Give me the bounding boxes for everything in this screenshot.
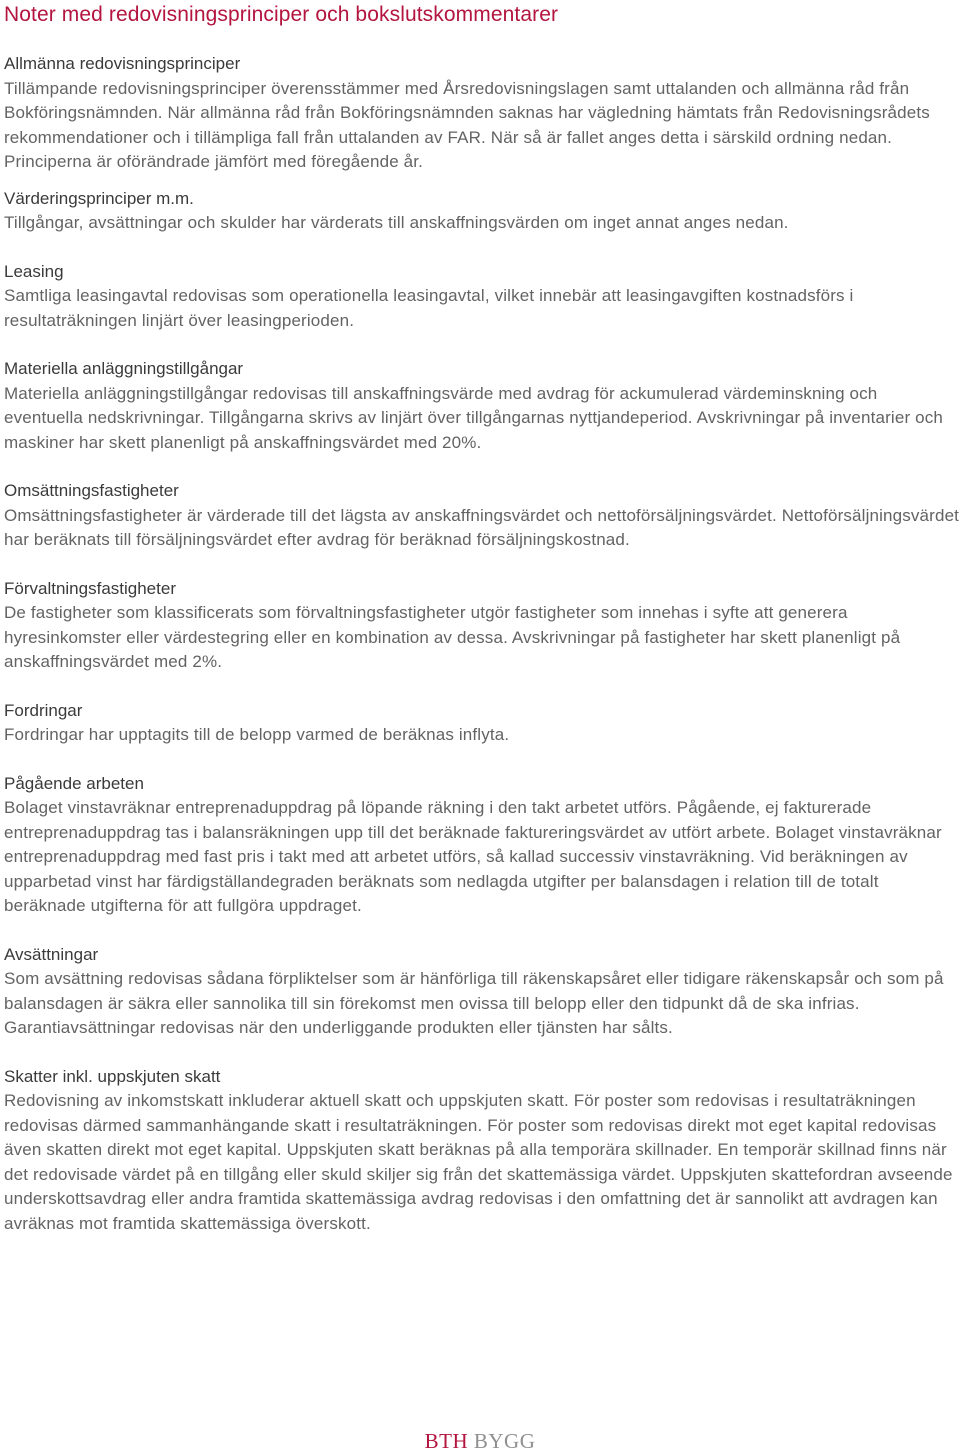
section-skatter xyxy=(4,1065,960,1237)
section-heading: Förvaltningsfastigheter xyxy=(4,578,176,598)
page-title: Noter med redovisningsprinciper och bokslutskommentarer xyxy=(4,3,559,26)
section-heading: Avsättningar xyxy=(4,944,99,964)
section-body: Omsättningsfastigheter är värderade till det lägsta av anskaffningsvärdet och nettoförsäljningsvärdet. Nettoförsäljningsvärdet har beräknats till försäljningsvärdet efter avdrag för beräknad försäljningskostnad. xyxy=(4,505,960,549)
section-heading: Materiella anläggningstillgångar xyxy=(4,359,244,378)
section-body: Fordringar har upptagits till de belopp varmed de beräknas inflyta. xyxy=(4,725,510,744)
section-body: Bolaget vinstavräknar entreprenaduppdrag på löpande räkning i den takt arbetet utförs. Pågående, ej fakturerade entreprenaduppdrag tas i balansräkningen upp till det beräknade faktureringsvärdet av utfört arbete. Bolaget vinstavräknar entreprenaduppdrag med fast pris i takt med att arbetet utförs, så kallad successiv vinstavräkning. Vid beräkningen av upparbetad vinst har färdigställandegraden beräknats som nedlagda utgifter per balansdagen i relation till de totalt beräknade utgifterna för att fullgöra uppdraget. xyxy=(4,798,942,915)
section-heading: Leasing xyxy=(4,261,64,281)
section-fordringar xyxy=(4,699,960,748)
section-materiella-anlaggningstillgangar xyxy=(4,357,960,455)
section-heading: Värderingsprinciper m.m. xyxy=(4,188,194,208)
section-body: De fastigheter som klassificerats som förvaltningsfastigheter utgör fastigheter som innehas i syfte att generera hyresinkomster eller värdestegring eller en kombination av dessa. Avskrivningar på fastigheter har skett planenligt på anskaffningsvärdet med 2%. xyxy=(4,603,901,671)
section-varderingsprinciper xyxy=(4,187,960,236)
title-spacer xyxy=(4,28,960,52)
company-logo xyxy=(0,1428,960,1454)
section-leasing xyxy=(4,260,960,334)
section-omsattningsfastigheter xyxy=(4,479,960,553)
section-heading: Omsättningsfastigheter xyxy=(4,481,179,500)
logo-text-bygg: BYGG xyxy=(473,1429,536,1453)
section-forvaltningsfastigheter xyxy=(4,577,960,675)
section-heading: Skatter inkl. uppskjuten skatt xyxy=(4,1066,221,1086)
section-body: Som avsättning redovisas sådana förpliktelser som är hänförliga till räkenskapsåret eller tidigare räkenskapsår och som på balansdagen är säkra eller sannolika till sin förekomst men ovissa till belopp eller den tidpunkt då de ska infrias. Garantiavsättningar redovisas när den underliggande produkten eller tjänsten har sålts. xyxy=(4,969,944,1037)
section-body: Tillämpande redovisningsprinciper överensstämmer med Årsredovisningslagen samt uttalanden och allmänna råd från Bokföringsnämnden. När allmänna råd från Bokföringsnämnden saknas har vägledning hämtats från Redovisningsrådets rekommendationer och i tillämpliga fall från uttalanden av FAR. När så är fallet anges detta i särskild ordning nedan. Principerna är oförändrade jämfört med föregående år. xyxy=(4,78,930,171)
logo-text-bth: BTH xyxy=(424,1429,469,1453)
section-avsattningar xyxy=(4,943,960,1041)
section-body: Tillgångar, avsättningar och skulder har värderats till anskaffningsvärden om inget annat anges nedan. xyxy=(4,213,789,232)
section-body: Materiella anläggningstillgångar redovisas till anskaffningsvärde med avdrag för ackumulerad värdeminskning och eventuella nedskrivningar. Tillgångarna skrivs av linjärt över tillgångarnas nyttjandeperiod. Avskrivningar på inventarier och maskiner har skett planenligt på anskaffningsvärdet med 20%. xyxy=(4,383,943,452)
section-heading: Allmänna redovisningsprinciper xyxy=(4,54,241,73)
document-page xyxy=(4,0,960,1236)
section-allmanna-redovisningsprinciper xyxy=(4,52,960,175)
section-body: Redovisning av inkomstskatt inkluderar aktuell skatt och uppskjuten skatt. För poster som redovisas i resultaträkningen redovisas därmed sammanhängande skatt i resultaträkningen. För poster som redovisas direkt mot eget kapital redovisas även skatten direkt mot eget kapital. Uppskjuten skatt beräknas på alla temporära skillnader. En temporär skillnad finns när det redovisade värdet på en tillgång eller skuld skiljer sig från det skattemässiga värdet. Uppskjuten skattefordran avseende underskottsavdrag eller andra framtida skattemässiga avdrag redovisas i den omfattning det är sannolikt att avdragen kan avräknas mot framtida skattemässiga överskott. xyxy=(4,1091,953,1233)
section-heading: Pågående arbeten xyxy=(4,773,144,793)
section-body: Samtliga leasingavtal redovisas som operationella leasingavtal, vilket innebär att leasingavgiften kostnadsförs i resultaträkningen linjärt över leasingperioden. xyxy=(4,286,854,330)
section-pagaende-arbeten xyxy=(4,772,960,919)
section-heading: Fordringar xyxy=(4,700,83,720)
